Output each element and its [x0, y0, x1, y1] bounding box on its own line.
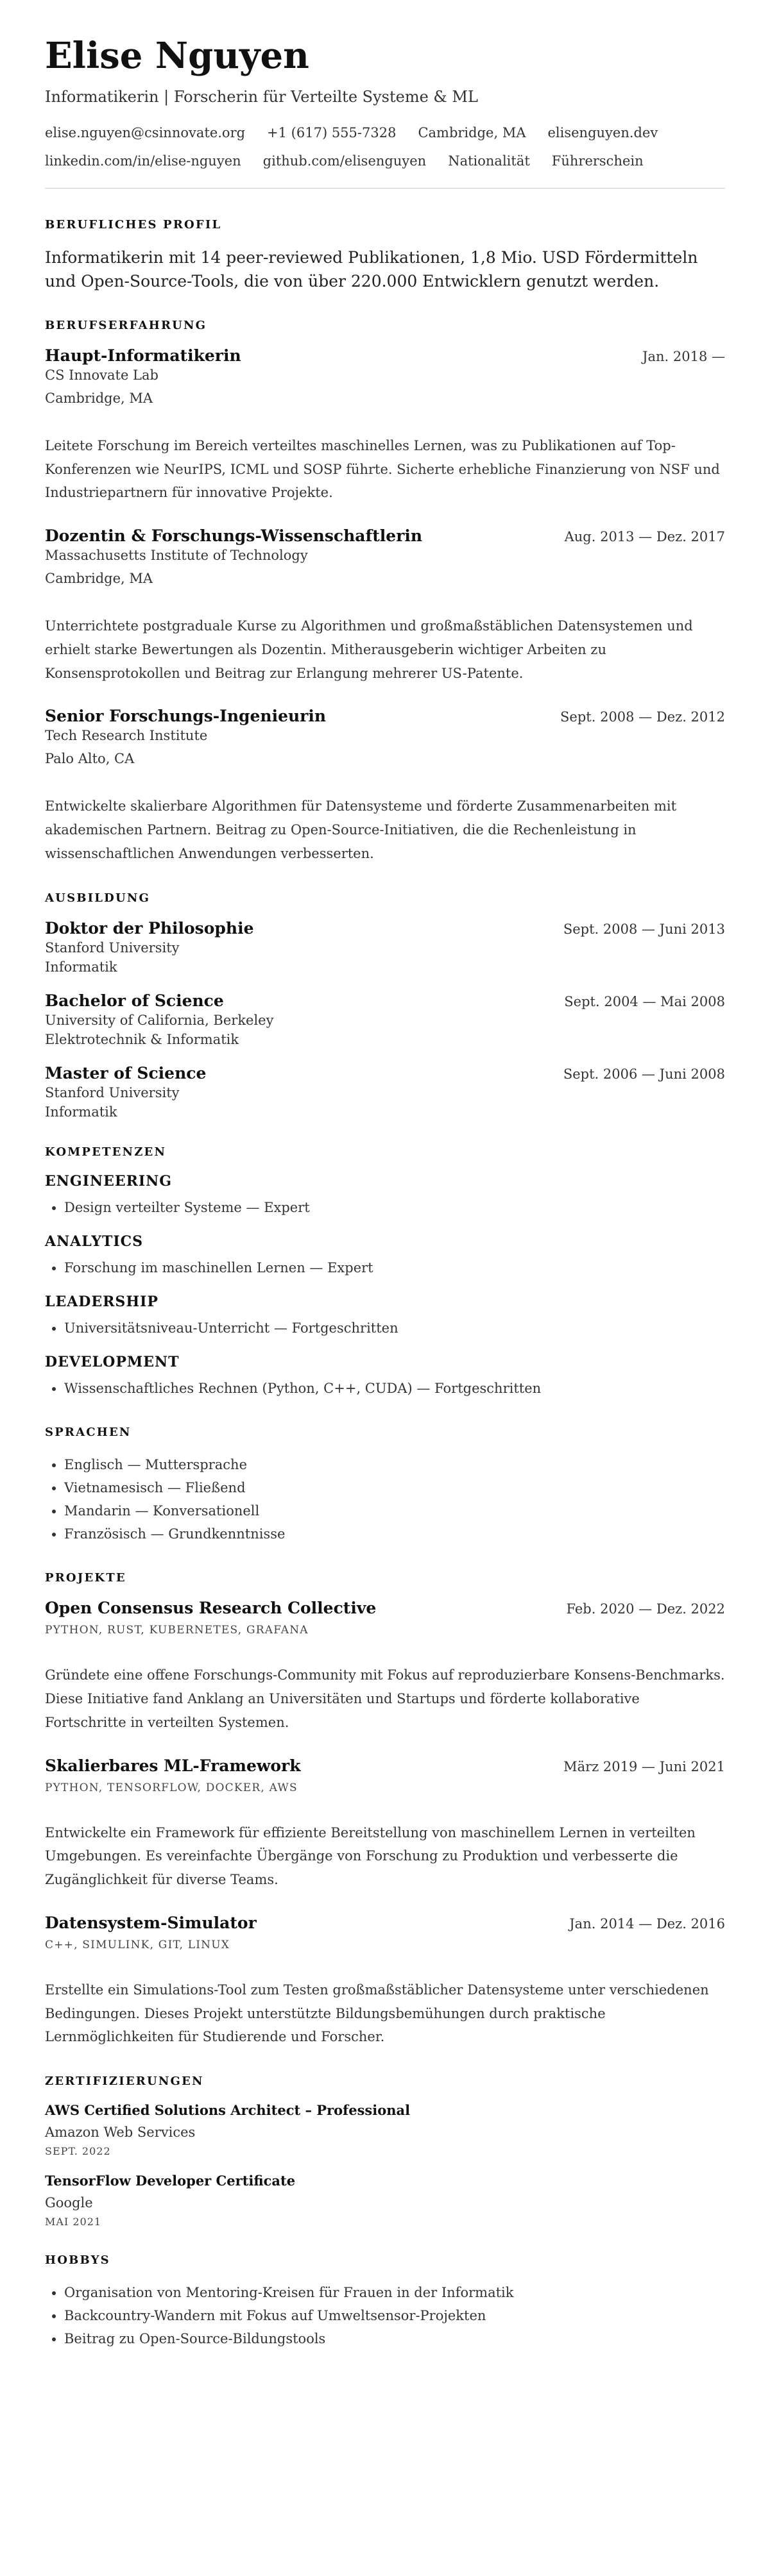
headline: Informatikerin | Forscherin für Verteilte Systeme & ML — [45, 87, 478, 106]
contact-drivers-license: Führerschein — [551, 153, 644, 169]
contact-row-2 — [45, 153, 725, 169]
contact-row-1 — [45, 125, 725, 140]
skill-list — [45, 1196, 725, 1219]
experience-entry — [45, 707, 725, 865]
certification-name: TensorFlow Developer Certificate — [45, 2173, 296, 2189]
language-item: • Französisch — Grundkenntnisse — [64, 1522, 725, 1545]
person-name: Elise Nguyen — [45, 35, 309, 77]
skill-list — [45, 1317, 725, 1340]
job-title: Senior Forschungs-Ingenieurin — [45, 707, 327, 726]
degree-school: Stanford University — [45, 939, 180, 955]
skill-group-title: ANALYTICS — [45, 1233, 144, 1250]
job-location: Palo Alto, CA — [45, 751, 135, 767]
contact-website[interactable]: elisenguyen.dev — [547, 124, 658, 140]
skill-item: • Forschung im maschinellen Lernen — Expert — [64, 1256, 725, 1279]
skill-group-title: ENGINEERING — [45, 1172, 173, 1190]
project-entry — [45, 1914, 725, 2049]
skill-item: • Design verteilter Systeme — Expert — [64, 1196, 725, 1219]
resume-header — [45, 37, 725, 169]
degree-date: Sept. 2008 — Juni 2013 — [563, 921, 725, 937]
hobby-item: • Beitrag zu Open-Source-Bildungstools — [64, 2327, 725, 2350]
degree-date: Sept. 2006 — Juni 2008 — [563, 1066, 725, 1082]
contact-github[interactable]: github.com/elisenguyen — [262, 153, 427, 169]
job-description: Unterrichtete postgraduale Kurse zu Algorithmen und großmaßstäblichen Datensystemen und erhielt starke Bewertungen als Dozentin. Mitherausgeberin wichtiger Arbeiten zu Konsensprotokollen und Beitrag zur Erlangung mehrerer US-Patente. — [45, 618, 693, 681]
section-title-experience: BERUFSERFAHRUNG — [45, 318, 207, 332]
experience-entry — [45, 346, 725, 505]
section-title-education: AUSBILDUNG — [45, 891, 151, 905]
certification-name: AWS Certified Solutions Architect – Professional — [45, 2102, 411, 2119]
languages-section — [45, 1426, 725, 1545]
degree-title: Master of Science — [45, 1063, 207, 1082]
certification-entry — [45, 2102, 725, 2157]
project-entry — [45, 1756, 725, 1892]
job-location: Cambridge, MA — [45, 390, 153, 406]
contact-linkedin[interactable]: linkedin.com/in/elise-nguyen — [45, 153, 241, 169]
header-divider — [45, 188, 725, 189]
section-title-skills: KOMPETENZEN — [45, 1145, 167, 1159]
project-description: Gründete eine offene Forschungs-Community mit Fokus auf reproduzierbare Konsens-Benchmarks. Diese Initiative fand Anklang an Universitäten und Startups und förderte kollaborative Fortschritte in verteilten Systemen. — [45, 1667, 725, 1730]
hobbies-section — [45, 2253, 725, 2350]
project-tech: C++, SIMULINK, GIT, LINUX — [45, 1938, 230, 1951]
project-tech: PYTHON, TENSORFLOW, DOCKER, AWS — [45, 1781, 298, 1794]
job-location: Cambridge, MA — [45, 571, 153, 587]
language-list — [45, 1453, 725, 1545]
skill-list — [45, 1256, 725, 1279]
certifications-section — [45, 2075, 725, 2228]
experience-section — [45, 319, 725, 866]
project-date: Feb. 2020 — Dez. 2022 — [566, 1601, 725, 1617]
contact-location: Cambridge, MA — [418, 124, 526, 140]
education-section — [45, 891, 725, 1120]
project-title: Open Consensus Research Collective — [45, 1599, 377, 1618]
hobby-list — [45, 2281, 725, 2350]
education-entry — [45, 919, 725, 975]
hobby-item: • Backcountry-Wandern mit Fokus auf Umweltsensor-Projekten — [64, 2304, 725, 2327]
hobby-item: • Organisation von Mentoring-Kreisen für Frauen in der Informatik — [64, 2281, 725, 2304]
certification-issuer: Amazon Web Services — [45, 2125, 196, 2141]
contact-phone[interactable]: +1 (617) 555-7328 — [267, 124, 397, 140]
job-description: Entwickelte skalierbare Algorithmen für Datensysteme und förderte Zusammenarbeiten mit akademischen Partnern. Beitrag zu Open-Source-Initiativen, die die Rechenleistung in wissenschaftlichen Anwendungen verbesserten. — [45, 798, 677, 861]
section-title-projects: PROJEKTE — [45, 1571, 126, 1585]
section-title-profile: BERUFLICHES PROFIL — [45, 217, 222, 232]
job-date: Jan. 2018 — — [642, 348, 725, 364]
section-title-certifications: ZERTIFIZIERUNGEN — [45, 2075, 204, 2089]
project-description: Erstellte ein Simulations-Tool zum Testen großmaßstäblicher Datensysteme unter verschiedenen Bedingungen. Dieses Projekt unterstützte Bildungsbemühungen durch praktische Lernmöglichkeiten für Studierende und Forscher. — [45, 1982, 709, 2045]
job-title: Dozentin & Forschungs-Wissenschaftlerin — [45, 526, 423, 546]
language-item: • Vietnamesisch — Fließend — [64, 1476, 725, 1499]
job-date: Aug. 2013 — Dez. 2017 — [564, 529, 725, 545]
project-description: Entwickelte ein Framework für effiziente Bereitstellung von maschinellem Lernen in verteilten Umgebungen. Es vereinfachte Übergänge von Forschung zu Produktion und verbesserte die Zugänglichkeit für diverse Teams. — [45, 1824, 696, 1888]
education-entry — [45, 991, 725, 1047]
certification-issuer: Google — [45, 2195, 93, 2211]
degree-field: Informatik — [45, 1104, 117, 1120]
project-title: Datensystem-Simulator — [45, 1913, 257, 1932]
skill-item: • Universitätsniveau-Unterricht — Fortgeschritten — [64, 1317, 725, 1340]
job-organization: Tech Research Institute — [45, 728, 208, 744]
certification-entry — [45, 2173, 725, 2228]
degree-school: University of California, Berkeley — [45, 1012, 274, 1028]
certification-date: SEPT. 2022 — [45, 2145, 111, 2158]
section-title-hobbies: HOBBYS — [45, 2253, 110, 2268]
project-title: Skalierbares ML-Framework — [45, 1756, 301, 1775]
language-item: • Mandarin — Konversationell — [64, 1499, 725, 1522]
project-tech: PYTHON, RUST, KUBERNETES, GRAFANA — [45, 1624, 309, 1637]
skill-list — [45, 1377, 725, 1400]
contact-email[interactable]: elise.nguyen@csinnovate.org — [45, 124, 246, 140]
degree-title: Bachelor of Science — [45, 991, 224, 1010]
job-title: Haupt-Informatikerin — [45, 346, 241, 365]
skill-group-title: LEADERSHIP — [45, 1293, 158, 1310]
profile-text: Informatikerin mit 14 peer-reviewed Publikationen, 1,8 Mio. USD Fördermitteln und Open-Source-Tools, die von über 220.000 Entwicklern genutzt werden. — [45, 248, 698, 290]
job-date: Sept. 2008 — Dez. 2012 — [560, 709, 725, 725]
degree-field: Informatik — [45, 959, 117, 975]
degree-school: Stanford University — [45, 1084, 180, 1100]
contact-nationality: Nationalität — [448, 153, 530, 169]
degree-title: Doktor der Philosophie — [45, 918, 254, 938]
project-date: Jan. 2014 — Dez. 2016 — [569, 1915, 725, 1932]
skill-group-title: DEVELOPMENT — [45, 1353, 180, 1370]
project-date: März 2019 — Juni 2021 — [563, 1758, 725, 1774]
job-description: Leitete Forschung im Bereich verteiltes maschinelles Lernen, was zu Publikationen auf Top-Konferenzen wie NeurIPS, ICML und SOSP führte. Sicherte erhebliche Finanzierung von NSF und Industriepartnern für innovative Projekte. — [45, 437, 720, 501]
job-organization: Massachusetts Institute of Technology — [45, 548, 308, 564]
projects-section — [45, 1571, 725, 2049]
degree-date: Sept. 2004 — Mai 2008 — [564, 993, 725, 1009]
profile-section — [45, 218, 725, 293]
degree-field: Elektrotechnik & Informatik — [45, 1031, 239, 1047]
skill-item: • Wissenschaftliches Rechnen (Python, C++, CUDA) — Fortgeschritten — [64, 1377, 725, 1400]
job-organization: CS Innovate Lab — [45, 367, 158, 383]
experience-entry — [45, 526, 725, 685]
section-title-languages: SPRACHEN — [45, 1425, 132, 1439]
education-entry — [45, 1064, 725, 1120]
project-entry — [45, 1599, 725, 1734]
skills-section — [45, 1145, 725, 1400]
language-item: • Englisch — Muttersprache — [64, 1453, 725, 1476]
certification-date: MAI 2021 — [45, 2216, 102, 2228]
